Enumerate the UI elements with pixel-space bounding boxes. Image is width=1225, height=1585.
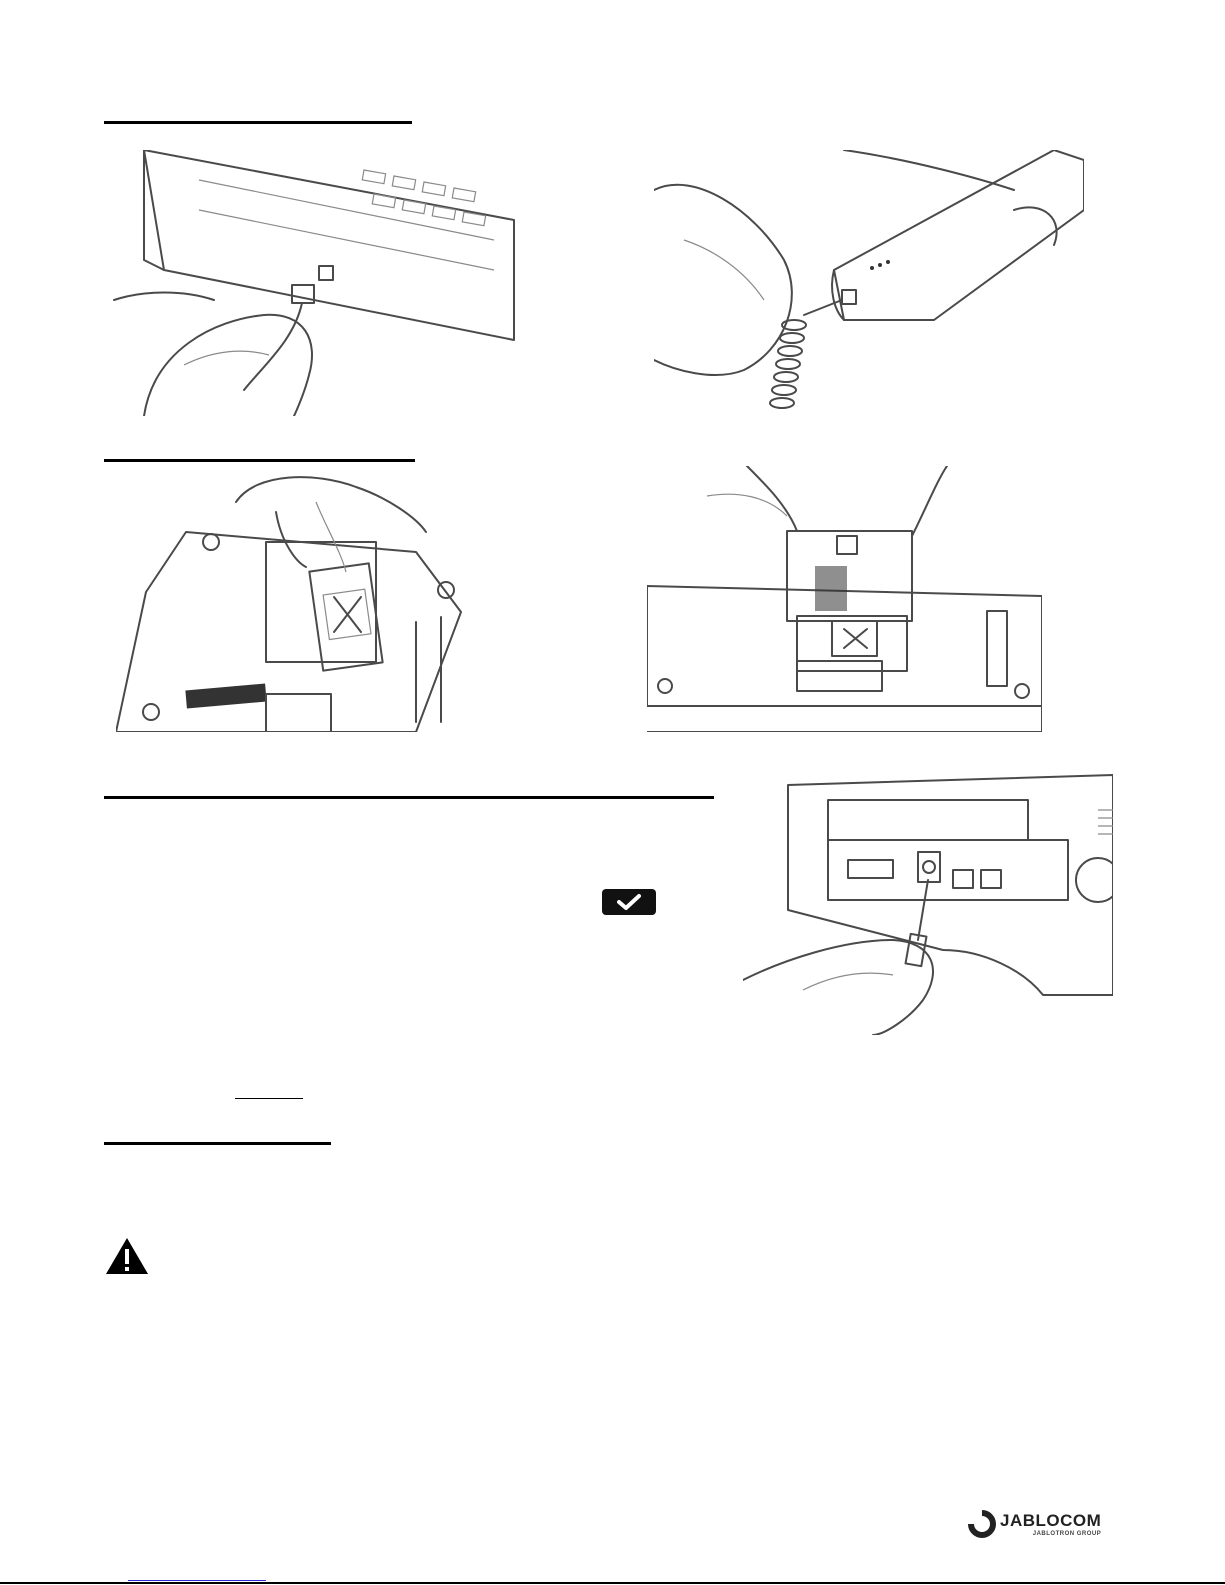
check-icon: [602, 889, 656, 915]
footer-rule: [0, 1582, 1225, 1584]
section-1-heading-rule: [104, 121, 412, 124]
illustration-connect-cord-handset: [654, 150, 1084, 416]
section-3-heading-rule: [104, 796, 714, 799]
logo-subtext: JABLOTRON GROUP: [1032, 1530, 1102, 1537]
illustration-power-plug: [743, 770, 1113, 1035]
jablocom-logo: [968, 1510, 1101, 1538]
warning-icon: [104, 1236, 150, 1276]
logo-text: JABLOCOM: [1000, 1510, 1102, 1530]
illustration-connect-cord-base: [104, 150, 518, 416]
jablocom-logo-icon: [968, 1510, 996, 1538]
section-2-heading-rule: [104, 459, 415, 462]
footer-link-underline[interactable]: [128, 1580, 266, 1581]
illustration-battery-insert: [116, 472, 471, 732]
illustration-battery-cover: [647, 466, 1042, 732]
section-4-heading-rule: [104, 1142, 331, 1145]
inline-link-underline[interactable]: [235, 1098, 303, 1099]
